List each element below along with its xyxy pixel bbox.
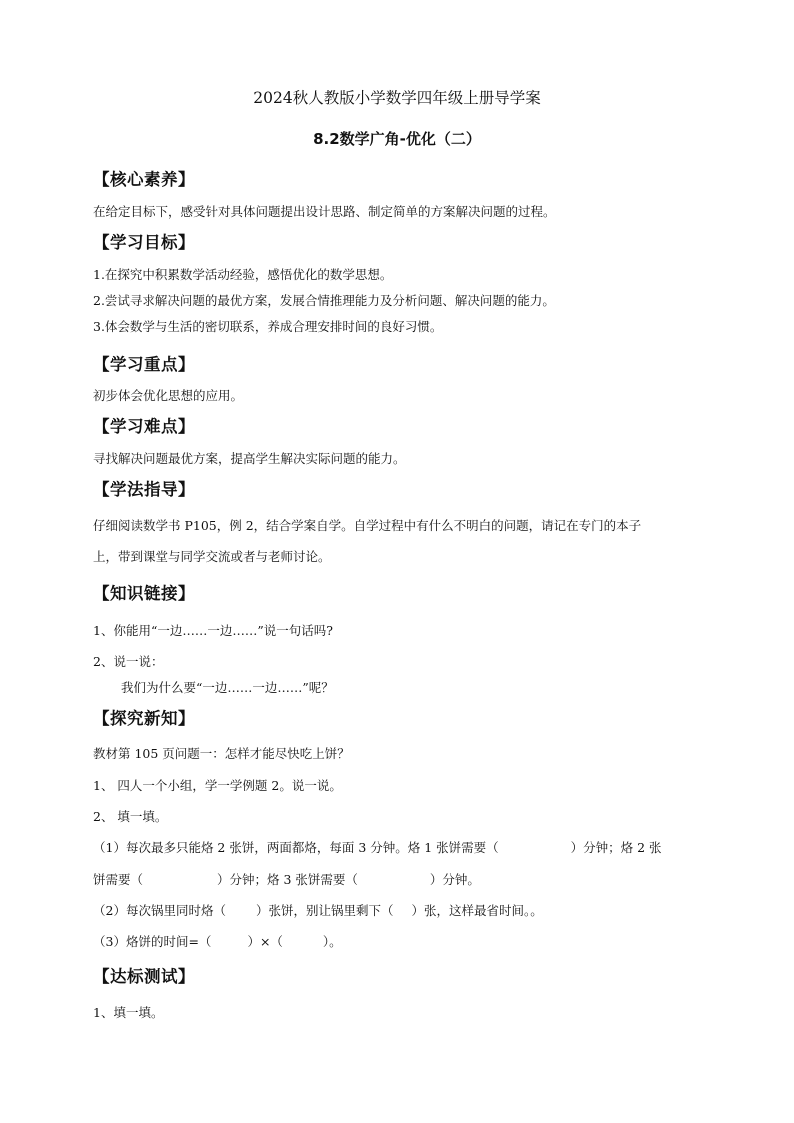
question-3-line	[93, 933, 342, 951]
question-2-part-a: （2）每次锅里同时烙（	[93, 903, 226, 918]
question-3-part-c: ）。	[322, 934, 342, 949]
question-3-part-b: ）×（	[247, 934, 283, 949]
question-1-line-2	[93, 871, 480, 889]
difficulty-text: 寻找解决问题最优方案，提高学生解决实际问题的能力。	[93, 451, 406, 466]
heading-explore: 【探究新知】	[93, 709, 195, 728]
question-3-part-a: （3）烙饼的时间=（	[93, 934, 212, 949]
heading-focus: 【学习重点】	[93, 355, 195, 374]
link-line-3: 我们为什么要“一边……一边……”呢？	[121, 680, 334, 695]
question-2-line	[93, 902, 543, 920]
heading-goals: 【学习目标】	[93, 233, 195, 252]
document-subtitle: 8.2数学广角-优化（二）	[313, 130, 481, 148]
goal-item-1: 1.在探究中积累数学活动经验，感悟优化的数学思想。	[93, 267, 393, 282]
question-1-part-a: （1）每次最多只能烙 2 张饼，两面都烙，每面 3 分钟。烙 1 张饼需要（	[93, 840, 499, 855]
method-line-1: 仔细阅读数学书 P105，例 2，结合学案自学。自学过程中有什么不明白的问题，请记在专门的本子	[93, 518, 642, 533]
core-text: 在给定目标下，感受针对具体问题提出设计思路、制定简单的方案解决问题的过程。	[93, 204, 556, 219]
goal-item-3: 3.体会数学与生活的密切联系，养成合理安排时间的良好习惯。	[93, 319, 443, 334]
question-2-part-c: ）张，这样最省时间。。	[411, 903, 543, 918]
question-1-line-1	[93, 839, 662, 857]
goal-item-2: 2.尝试寻求解决问题的最优方案，发展合情推理能力及分析问题、解决问题的能力。	[93, 293, 555, 308]
question-1-part-d: ）分钟；烙 3 张饼需要（	[217, 872, 358, 887]
heading-method: 【学法指导】	[93, 480, 195, 499]
explore-intro: 教材第 105 页问题一：怎样才能尽快吃上饼？	[93, 746, 350, 761]
link-line-1: 1、你能用“一边……一边……”说一句话吗?	[93, 623, 333, 638]
heading-link: 【知识链接】	[93, 584, 195, 603]
question-2-part-b: ）张饼，别让锅里剩下（	[255, 903, 394, 918]
explore-step-1: 1、 四人一个小组，学一学例题 2。说一说。	[93, 778, 342, 793]
question-1-part-c: 饼需要（	[93, 872, 144, 887]
explore-step-2: 2、 填一填。	[93, 809, 168, 824]
link-line-2: 2、说一说：	[93, 654, 164, 669]
heading-test: 【达标测试】	[93, 967, 195, 986]
test-item-1: 1、填一填。	[93, 1005, 164, 1020]
heading-difficulty: 【学习难点】	[93, 417, 195, 436]
question-1-part-e: ）分钟。	[429, 872, 480, 887]
question-1-part-b: ）分钟；烙 2 张	[570, 840, 662, 855]
document-title: 2024秋人教版小学数学四年级上册导学案	[253, 89, 541, 107]
heading-core: 【核心素养】	[93, 170, 195, 189]
focus-text: 初步体会优化思想的应用。	[93, 388, 244, 403]
method-line-2: 上，带到课堂与同学交流或者与老师讨论。	[93, 549, 331, 564]
